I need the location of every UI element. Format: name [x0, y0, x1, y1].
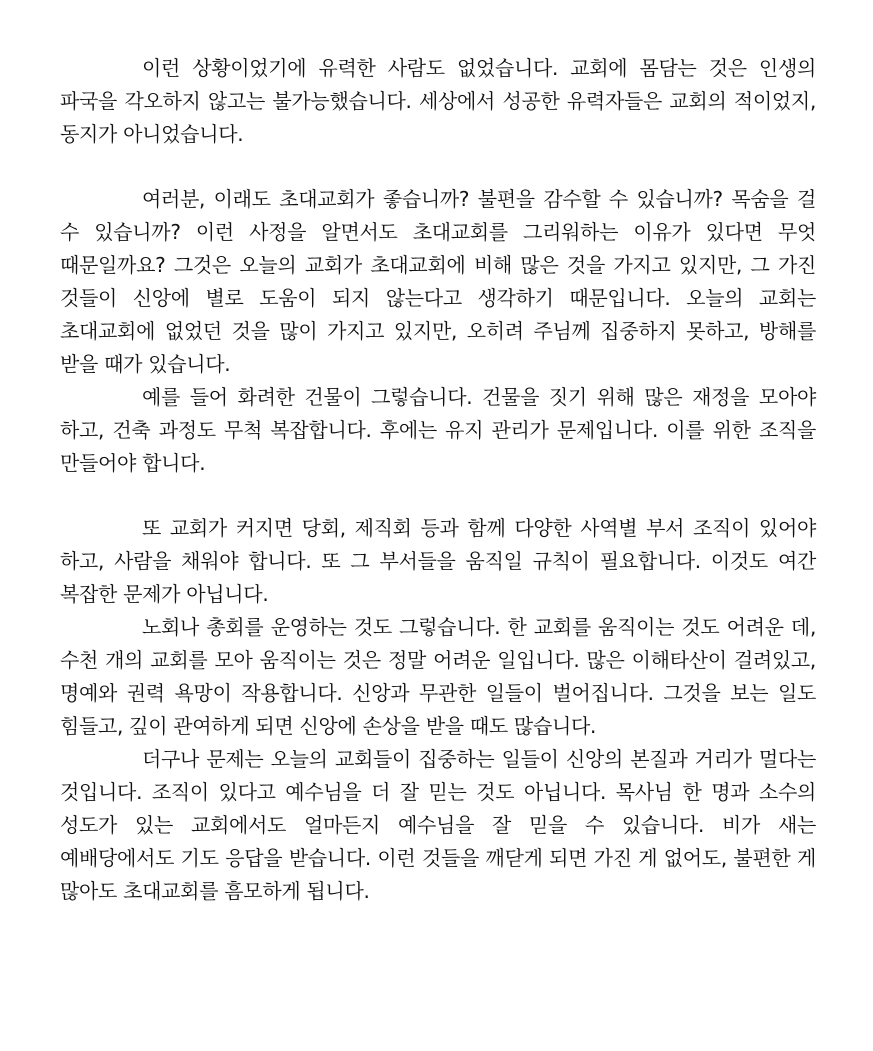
document-body [60, 52, 816, 908]
paragraph-1: 이런 상황이었기에 유력한 사람도 없었습니다. 교회에 몸담는 것은 인생의 파국을 각오하지 않고는 불가능했습니다. 세상에서 성공한 유력자들은 교회의 적이었지, 동지가 아니었습니다. [60, 56, 816, 146]
paragraph-4: 또 교회가 커지면 당회, 제직회 등과 함께 다양한 사역별 부서 조직이 있어야 하고, 사람을 채워야 합니다. 또 그 부서들을 움직일 규칙이 필요합니다. 이것도 여간 복잡한 문제가 아닙니다. [60, 516, 816, 606]
paragraph-3: 예를 들어 화려한 건물이 그렇습니다. 건물을 짓기 위해 많은 재정을 모아야 하고, 건축 과정도 무척 복잡합니다. 후에는 유지 관리가 문제입니다. 이를 위한 조직을 만들어야 합니다. [60, 385, 816, 475]
paragraph-5: 노회나 총회를 운영하는 것도 그렇습니다. 한 교회를 움직이는 것도 어려운 데, 수천 개의 교회를 모아 움직이는 것은 정말 어려운 일입니다. 많은 이해타산이 걸려있고, 명예와 권력 욕망이 작용합니다. 신앙과 무관한 일들이 벌어집니다. 그것을 보는 일도 힘들고, 깊이 관여하게 되면 신앙에 손상을 받을 때도 많습니다. [60, 615, 816, 738]
paragraph-spacer [60, 480, 816, 512]
paragraph-6: 더구나 문제는 오늘의 교회들이 집중하는 일들이 신앙의 본질과 거리가 멀다는 것입니다. 조직이 있다고 예수님을 더 잘 믿는 것도 아닙니다. 목사님 한 명과 소수의 성도가 있는 교회에서도 얼마든지 예수님을 잘 믿을 수 있습니다. 비가 새는 예배당에서도 기도 응답을 받습니다. 이런 것들을 깨닫게 되면 가진 게 없어도, 불편한 게 많아도 초대교회를 흠모하게 됩니다. [60, 747, 816, 903]
paragraph-spacer [60, 151, 816, 183]
paragraph-2: 여러분, 이래도 초대교회가 좋습니까? 불편을 감수할 수 있습니까? 목숨을 걸 수 있습니까? 이런 사정을 알면서도 초대교회를 그리워하는 이유가 있다면 무엇 때문일까요? 그것은 오늘의 교회가 초대교회에 비해 많은 것을 가지고 있지만, 그 가진 것들이 신앙에 별로 도움이 되지 않는다고 생각하기 때문입니다. 오늘의 교회는 초대교회에 없었던 것을 많이 가지고 있지만, 오히려 주님께 집중하지 못하고, 방해를 받을 때가 있습니다. [60, 187, 816, 376]
